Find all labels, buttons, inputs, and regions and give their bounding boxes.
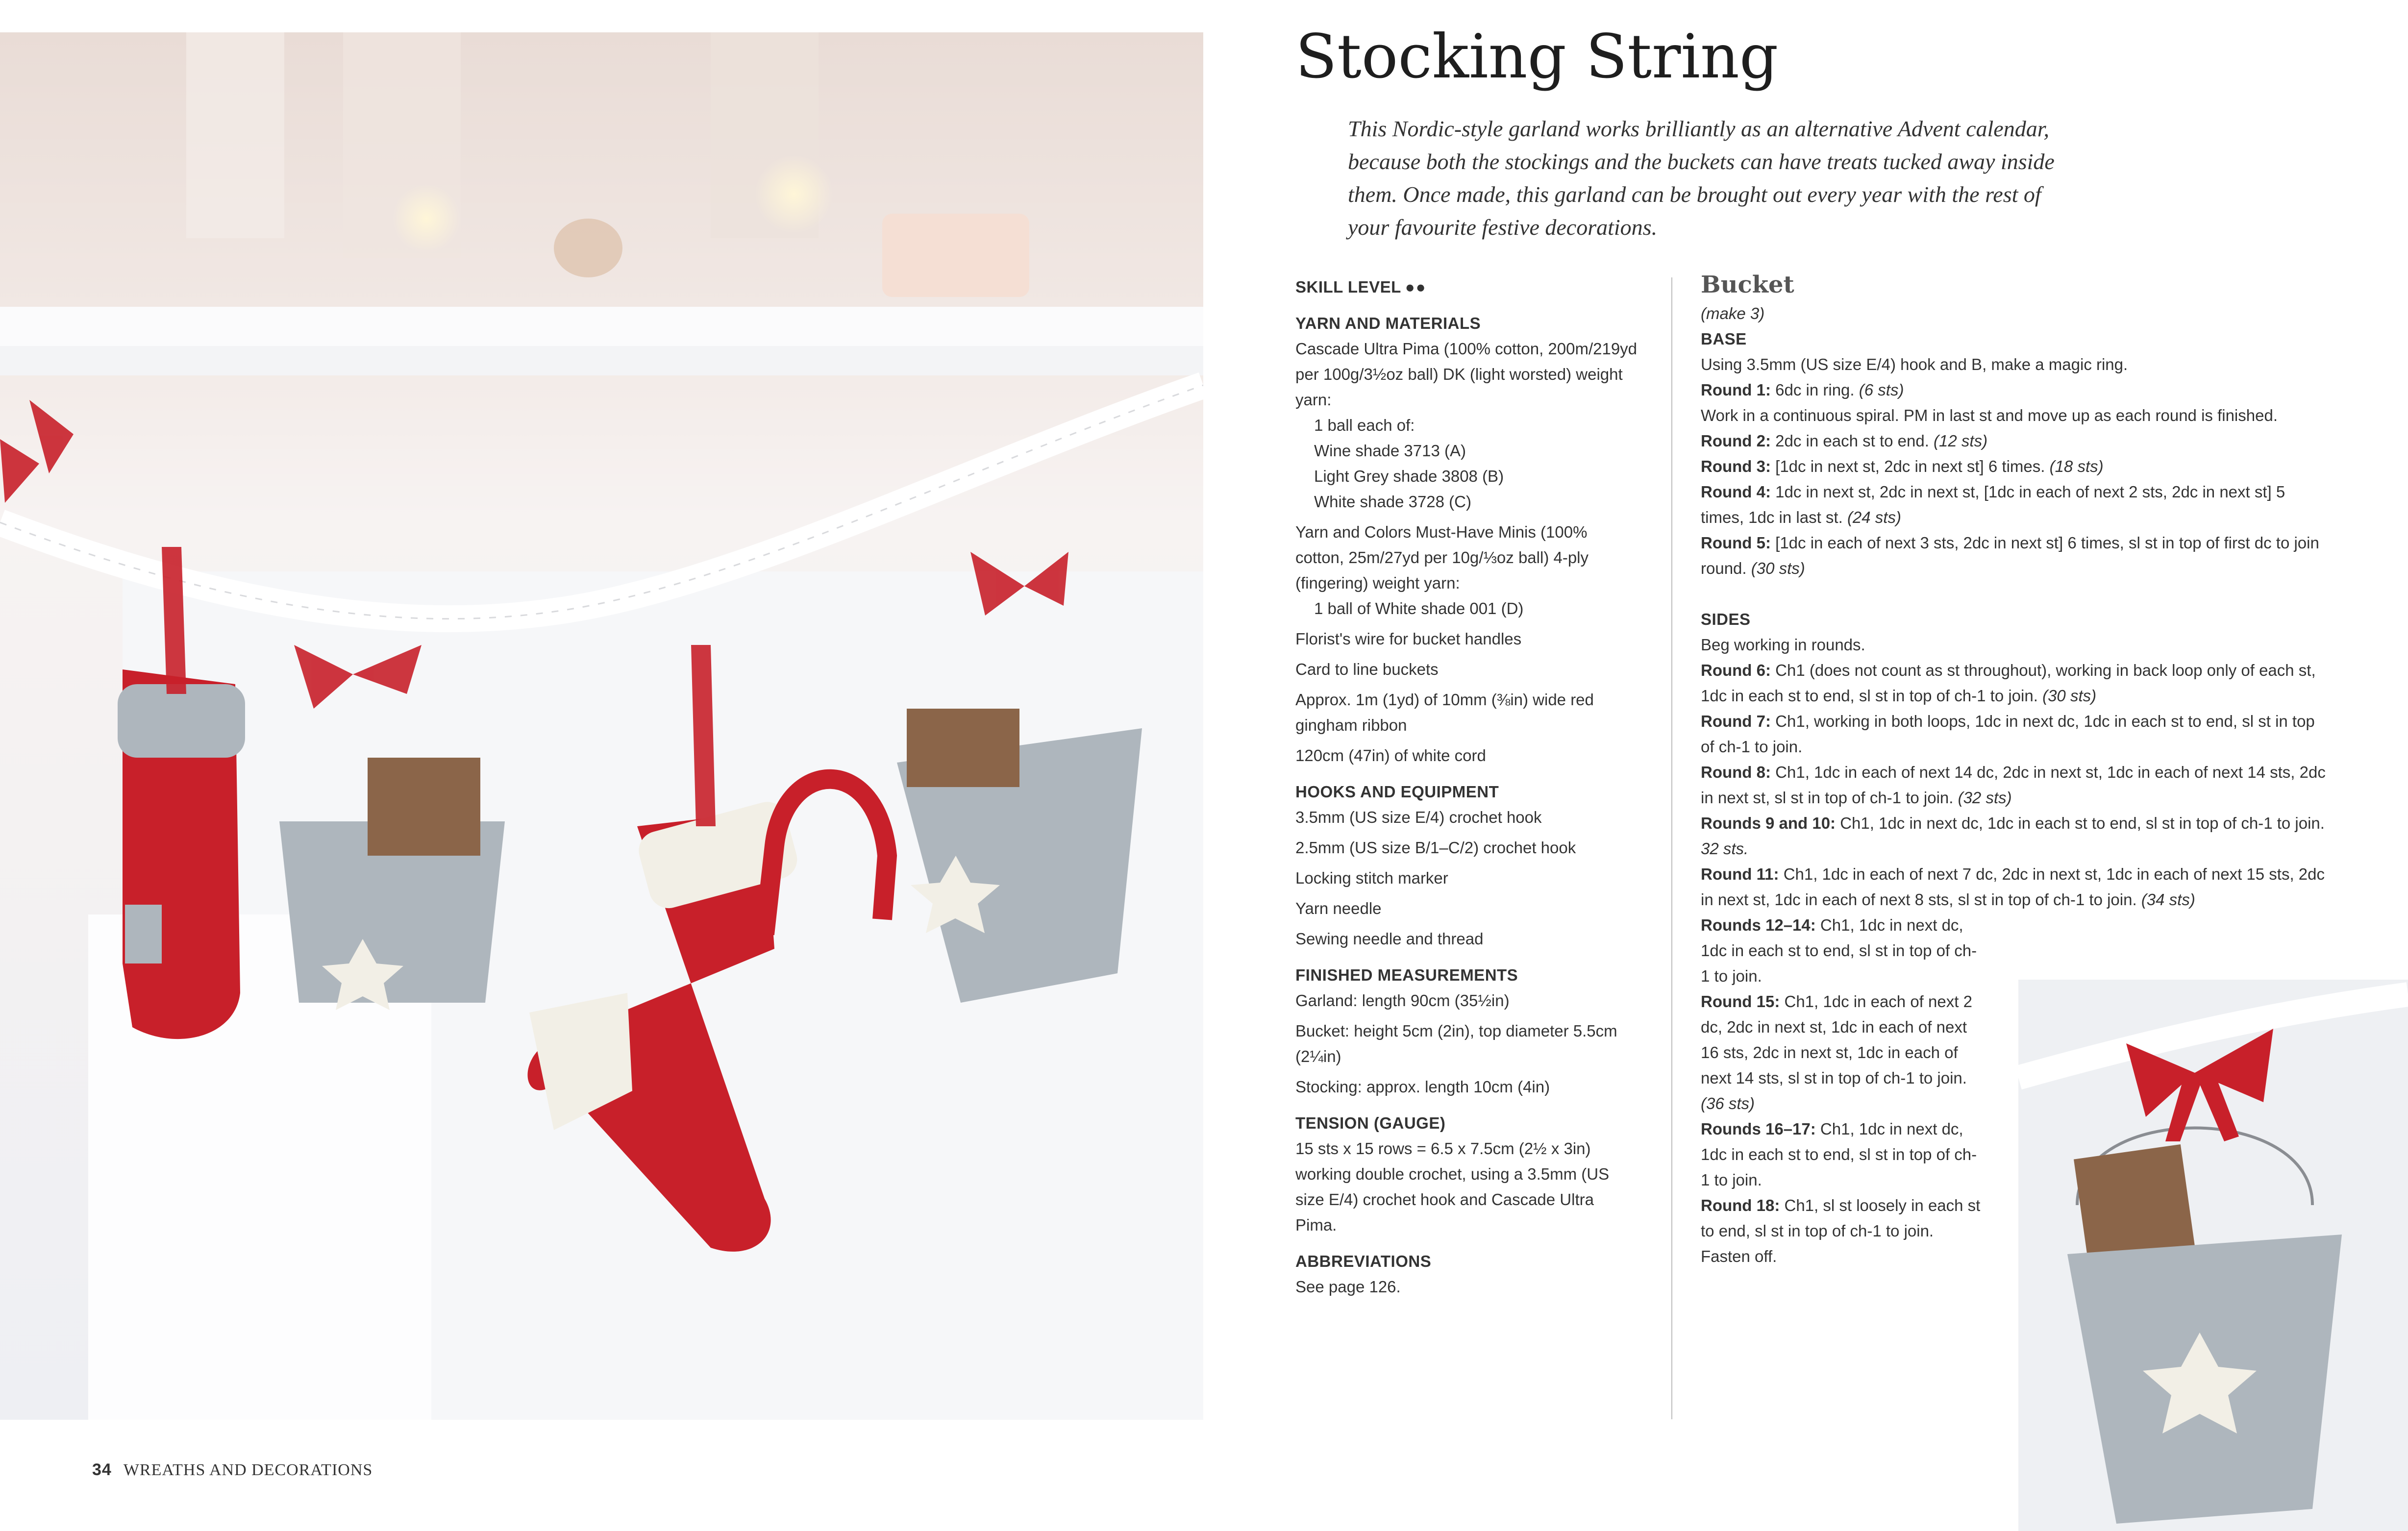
round-label: Round 3: (1701, 457, 1771, 475)
round-8 (1701, 760, 2331, 811)
spiral-note: Work in a continuous spiral. PM in last st and move up as each round is finished. (1701, 406, 2278, 424)
round-label: Round 2: (1701, 432, 1771, 450)
bucket-title: Bucket (1701, 271, 1794, 298)
yarn-sub-1: 1 ball each of: (1314, 416, 1415, 434)
round-text: 1dc in next st, 2dc in next st, [1dc in each of next 2 sts, 2dc in next st] 5 times, 1dc in last st. (1701, 483, 2285, 526)
round-label: Round 11: (1701, 865, 1779, 883)
round-label: Round 18: (1701, 1196, 1780, 1214)
round-6 (1701, 658, 2331, 709)
round-7 (1701, 709, 2331, 760)
bucket-photo (2018, 980, 2408, 1531)
round-text: 2dc in each st to end. (1775, 432, 1929, 450)
base-heading: BASE (1701, 330, 1747, 348)
round-label: Round 8: (1701, 763, 1771, 781)
base-intro: Using 3.5mm (US size E/4) hook and B, make a magic ring. (1701, 355, 2128, 373)
stitch-count: (34 sts) (2141, 890, 2195, 909)
round-9-10 (1701, 811, 2331, 862)
narrow-rounds (1701, 913, 1985, 1269)
abbreviations-section (1295, 1249, 1638, 1300)
round-12-14 (1701, 913, 1985, 989)
measurements-heading: FINISHED MEASUREMENTS (1295, 966, 1518, 984)
round-label: Rounds 9 and 10: (1701, 814, 1836, 832)
measurements-section (1295, 963, 1638, 1100)
skill-label: SKILL LEVEL (1295, 278, 1401, 296)
stitch-count: (36 sts) (1701, 1094, 1755, 1112)
hook-item: 2.5mm (US size B/1–C/2) crochet hook (1295, 839, 1576, 857)
yarn-text-2: Yarn and Colors Must-Have Minis (100% cotton, 25m/27yd per 10g/⅓oz ball) 4-ply (fingering) weight yarn: (1295, 523, 1589, 592)
material-item: Florist's wire for bucket handles (1295, 630, 1522, 648)
sides-heading: SIDES (1701, 610, 1751, 628)
hook-item: Yarn needle (1295, 899, 1382, 917)
round-text: [1dc in next st, 2dc in next st] 6 times. (1775, 457, 2045, 475)
yarn-sub-2: 1 ball of White shade 001 (D) (1314, 599, 1524, 617)
hook-item: Locking stitch marker (1295, 869, 1448, 887)
round-label: Rounds 16–17: (1701, 1120, 1816, 1138)
round-text: [1dc in each of next 3 sts, 2dc in next st] 6 times, sl st in top of first dc to join round. (1701, 534, 2319, 577)
page-number: 34 (92, 1460, 112, 1479)
round-label: Rounds 12–14: (1701, 916, 1816, 934)
stitch-count: (18 sts) (2049, 457, 2104, 475)
round-5 (1701, 530, 2331, 581)
tension-heading: TENSION (GAUGE) (1295, 1114, 1446, 1132)
stitch-count: 32 sts. (1701, 840, 1749, 858)
stitch-count: (30 sts) (1751, 559, 1805, 577)
materials-column (1295, 274, 1638, 1310)
round-1 (1701, 377, 2331, 403)
stitch-count: (32 sts) (1958, 789, 2012, 807)
hook-item: Sewing needle and thread (1295, 930, 1484, 948)
round-text: Ch1, working in both loops, 1dc in next dc, 1dc in each st to end, sl st in top of ch-1 to join. (1701, 712, 2315, 756)
round-18 (1701, 1193, 1985, 1269)
page-footer (92, 1460, 372, 1480)
sides-intro: Beg working in rounds. (1701, 636, 1865, 654)
yarn-colour: Wine shade 3713 (A) (1314, 442, 1466, 460)
hook-item: 3.5mm (US size E/4) crochet hook (1295, 808, 1542, 826)
round-text: Ch1, 1dc in each of next 2 dc, 2dc in next st, 1dc in each of next 16 sts, 2dc in next st, 1dc in each of next 14 sts, sl st in top of ch-1 to join. (1701, 992, 1972, 1087)
yarn-heading: YARN AND MATERIALS (1295, 314, 1481, 332)
yarn-colour: Light Grey shade 3808 (B) (1314, 467, 1504, 485)
garland-photo (0, 32, 1203, 1420)
tension-section (1295, 1111, 1638, 1238)
stitch-count: (6 sts) (1859, 381, 1904, 399)
round-label: Round 5: (1701, 534, 1771, 552)
round-11 (1701, 862, 2331, 913)
stitch-count: (12 sts) (1934, 432, 1988, 450)
section-name: WREATHS AND DECORATIONS (123, 1461, 373, 1479)
stitch-count: (24 sts) (1847, 508, 1901, 526)
round-15 (1701, 989, 1985, 1116)
page-title: Stocking String (1295, 22, 1779, 92)
column-divider (1671, 277, 1672, 1419)
measurement-item: Garland: length 90cm (35½in) (1295, 991, 1510, 1010)
round-3 (1701, 454, 2331, 479)
round-text: Ch1, 1dc in each of next 14 dc, 2dc in next st, 1dc in each of next 14 sts, 2dc in next st, sl st in top of ch-1 to join. (1701, 763, 2326, 807)
round-text: 6dc in ring. (1775, 381, 1855, 399)
round-label: Round 15: (1701, 992, 1780, 1011)
material-item: Card to line buckets (1295, 660, 1439, 678)
round-16-17 (1701, 1116, 1985, 1193)
round-label: Round 6: (1701, 661, 1771, 679)
stitch-count: (30 sts) (2042, 687, 2097, 705)
round-text: Ch1 (does not count as st throughout), working in back loop only of each st, 1dc in each st to end, sl st in top of ch-1 to join. (1701, 661, 2316, 705)
skill-level (1295, 274, 1638, 300)
round-label: Round 1: (1701, 381, 1771, 399)
yarn-colour: White shade 3728 (C) (1314, 493, 1471, 511)
round-text: Ch1, sl st loosely in each st to end, sl st in top of ch-1 to join. Fasten off. (1701, 1196, 1981, 1265)
stocking-left (118, 669, 245, 1039)
yarn-text-1: Cascade Ultra Pima (100% cotton, 200m/219yd per 100g/3½oz ball) DK (light worsted) weight yarn: (1295, 340, 1638, 409)
round-label: Round 7: (1701, 712, 1771, 730)
material-item: Approx. 1m (1yd) of 10mm (⅜in) wide red gingham ribbon (1295, 691, 1594, 734)
intro-paragraph: This Nordic-style garland works brilliantly as an alternative Advent calendar, because both the stockings and the buckets can have treats tucked away inside them. Once made, this garland can be brought out every year with the rest of your favourite festive decorations. (1348, 116, 2055, 240)
skill-dots: ●● (1405, 278, 1427, 296)
hooks-heading: HOOKS AND EQUIPMENT (1295, 783, 1499, 801)
abbreviations-text: See page 126. (1295, 1278, 1401, 1296)
hooks-section (1295, 779, 1638, 952)
material-item: 120cm (47in) of white cord (1295, 746, 1486, 765)
round-text: Ch1, 1dc in next dc, 1dc in each st to end, sl st in top of ch-1 to join. (1701, 916, 1977, 985)
yarn-section (1295, 311, 1638, 768)
round-text: Ch1, 1dc in each of next 7 dc, 2dc in next st, 1dc in each of next 15 sts, 2dc in next st, 1dc in each of next 8 sts, sl st in top of ch-1 to join. (1701, 865, 2325, 909)
round-4 (1701, 479, 2331, 530)
round-2 (1701, 428, 2331, 454)
measurement-item: Bucket: height 5cm (2in), top diameter 5.5cm (2¼in) (1295, 1022, 1617, 1065)
abbreviations-heading: ABBREVIATIONS (1295, 1252, 1432, 1270)
tension-text: 15 sts x 15 rows = 6.5 x 7.5cm (2½ x 3in) working double crochet, using a 3.5mm (US size E/4) crochet hook and Cascade Ultra Pima. (1295, 1139, 1610, 1234)
measurement-item: Stocking: approx. length 10cm (4in) (1295, 1078, 1550, 1096)
round-label: Round 4: (1701, 483, 1771, 501)
round-text: Ch1, 1dc in next dc, 1dc in each st to end, sl st in top of ch-1 to join. (1701, 1120, 1977, 1189)
bucket-make: (make 3) (1701, 304, 1765, 322)
round-text: Ch1, 1dc in next dc, 1dc in each st to end, sl st in top of ch-1 to join. (1840, 814, 2325, 832)
